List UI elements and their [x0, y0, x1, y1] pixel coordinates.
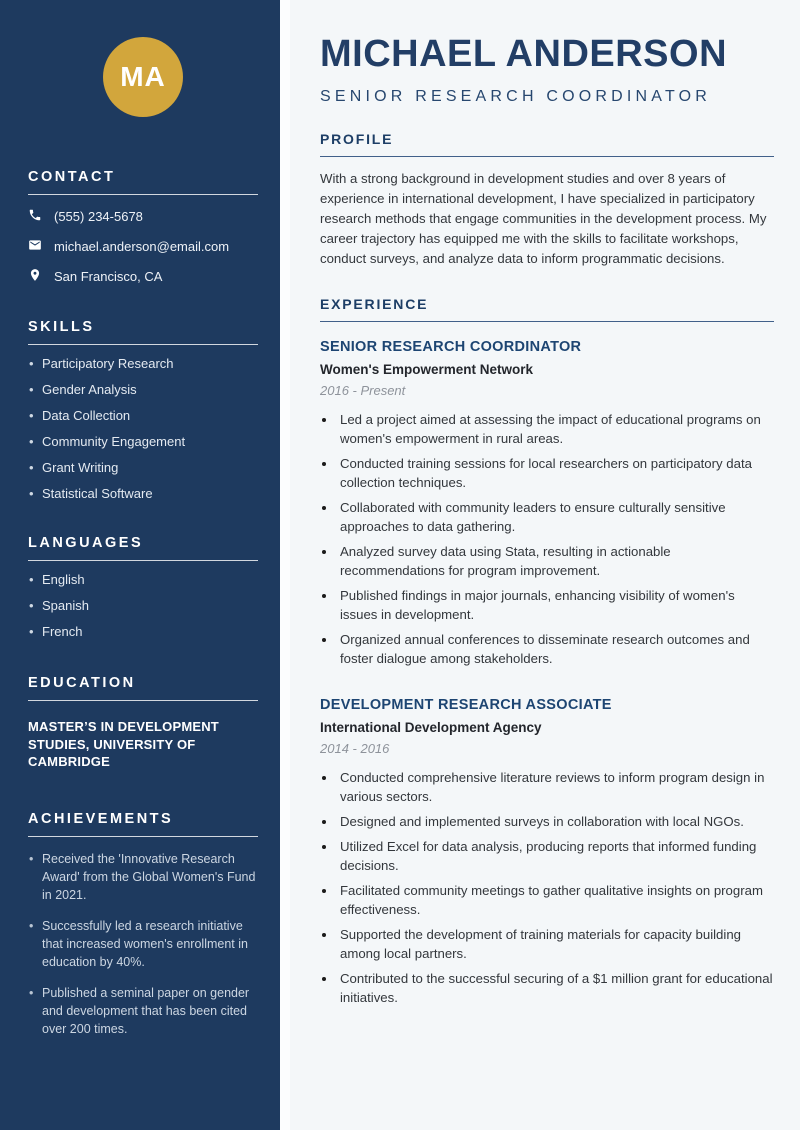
skill-item: • Community Engagement — [28, 434, 258, 449]
skills-heading: SKILLS — [28, 319, 95, 335]
achievements-list — [28, 850, 258, 1038]
divider — [28, 194, 258, 195]
education-degree: MASTER’S IN DEVELOPMENT STUDIES, UNIVERSITY OF CAMBRIDGE — [28, 719, 219, 769]
avatar — [103, 37, 183, 117]
language-item: • Spanish — [28, 598, 258, 613]
job-bullet: • Designed and implemented surveys in collaboration with local NGOs. — [337, 812, 774, 831]
location-text: San Francisco, CA — [54, 269, 163, 284]
job-bullet: • Organized annual conferences to disseminate research outcomes and foster dialogue among stakeholders. — [337, 630, 774, 668]
email-address: michael.anderson@email.com — [54, 239, 230, 254]
job-bullet: • Led a project aimed at assessing the impact of educational programs on women's empowerment in rural areas. — [337, 410, 774, 448]
contact-heading: CONTACT — [28, 169, 116, 185]
skill-item: • Participatory Research — [28, 356, 258, 371]
job-company: Women's Empowerment Network — [320, 362, 534, 377]
candidate-name: MICHAEL ANDERSON — [320, 33, 728, 75]
job-bullet: • Published findings in major journals, enhancing visibility of women's issues in development. — [337, 586, 774, 624]
job-company: International Development Agency — [320, 720, 542, 735]
job-bullet: • Contributed to the successful securing of a $1 million grant for educational initiatives. — [337, 969, 774, 1007]
job-role: DEVELOPMENT RESEARCH ASSOCIATE — [320, 697, 612, 713]
contact-section — [28, 169, 258, 285]
job-bullet: • Conducted comprehensive literature reviews to inform program design in various sectors. — [337, 768, 774, 806]
divider — [28, 700, 258, 701]
phone-icon — [28, 208, 42, 225]
job-bullet: • Supported the development of training materials for capacity building among local partners. — [337, 925, 774, 963]
skills-section — [28, 319, 258, 501]
skill-item: • Gender Analysis — [28, 382, 258, 397]
achievements-section — [28, 811, 258, 1038]
skill-item: • Grant Writing — [28, 460, 258, 475]
candidate-title: SENIOR RESEARCH COORDINATOR — [320, 88, 712, 105]
experience-section — [320, 296, 774, 1007]
achievement-item: • Successfully led a research initiative that increased women's enrollment in education by 40%. — [28, 917, 258, 971]
job-dates: 2014 - 2016 — [320, 741, 390, 756]
divider — [28, 344, 258, 345]
contact-row-email — [28, 238, 258, 255]
language-item: • English — [28, 572, 258, 587]
resume-main — [280, 0, 800, 1130]
job-bullet: • Analyzed survey data using Stata, resulting in actionable recommendations for program improvement. — [337, 542, 774, 580]
achievement-item: • Published a seminal paper on gender and development that has been cited over 200 times. — [28, 984, 258, 1038]
education-section — [28, 675, 258, 771]
job-bullet: • Conducted training sessions for local researchers on participatory data collection techniques. — [337, 454, 774, 492]
languages-section — [28, 535, 258, 639]
languages-heading: LANGUAGES — [28, 535, 144, 551]
phone-number: (555) 234-5678 — [54, 209, 143, 224]
divider — [320, 156, 774, 157]
profile-heading: PROFILE — [320, 131, 394, 147]
divider — [320, 321, 774, 322]
email-icon — [28, 238, 42, 255]
achievements-heading: ACHIEVEMENTS — [28, 810, 174, 827]
skill-item: • Statistical Software — [28, 486, 258, 501]
achievement-item: • Received the 'Innovative Research Award' from the Global Women's Fund in 2021. — [28, 850, 258, 904]
divider — [28, 836, 258, 837]
location-icon — [28, 268, 42, 285]
job-role: SENIOR RESEARCH COORDINATOR — [320, 339, 582, 355]
profile-text: With a strong background in development studies and over 8 years of experience in international development, I have specialized in participatory research methods that engage communities in the development process. My career trajectory has equipped me with the skills to facilitate workshops, conduct surveys, and analyze data to inform programmatic decisions. — [320, 171, 767, 266]
languages-list — [28, 572, 258, 639]
avatar-initials: MA — [120, 61, 166, 92]
experience-heading: EXPERIENCE — [320, 296, 429, 312]
job-bullet-list — [320, 410, 774, 668]
contact-row-phone — [28, 208, 258, 225]
job-bullet: • Facilitated community meetings to gather qualitative insights on program effectiveness. — [337, 881, 774, 919]
job-entry — [320, 339, 774, 668]
resume-sidebar — [0, 0, 280, 1130]
job-bullet: • Utilized Excel for data analysis, producing reports that informed funding decisions. — [337, 837, 774, 875]
job-bullet: • Collaborated with community leaders to ensure culturally sensitive approaches to data gathering. — [337, 498, 774, 536]
contact-row-location — [28, 268, 258, 285]
job-entry — [320, 697, 774, 1007]
education-heading: EDUCATION — [28, 675, 136, 691]
profile-section — [320, 131, 774, 269]
divider — [28, 560, 258, 561]
language-item: • French — [28, 624, 258, 639]
job-dates: 2016 - Present — [320, 383, 406, 398]
job-bullet-list — [320, 768, 774, 1007]
skill-item: • Data Collection — [28, 408, 258, 423]
skills-list — [28, 356, 258, 501]
